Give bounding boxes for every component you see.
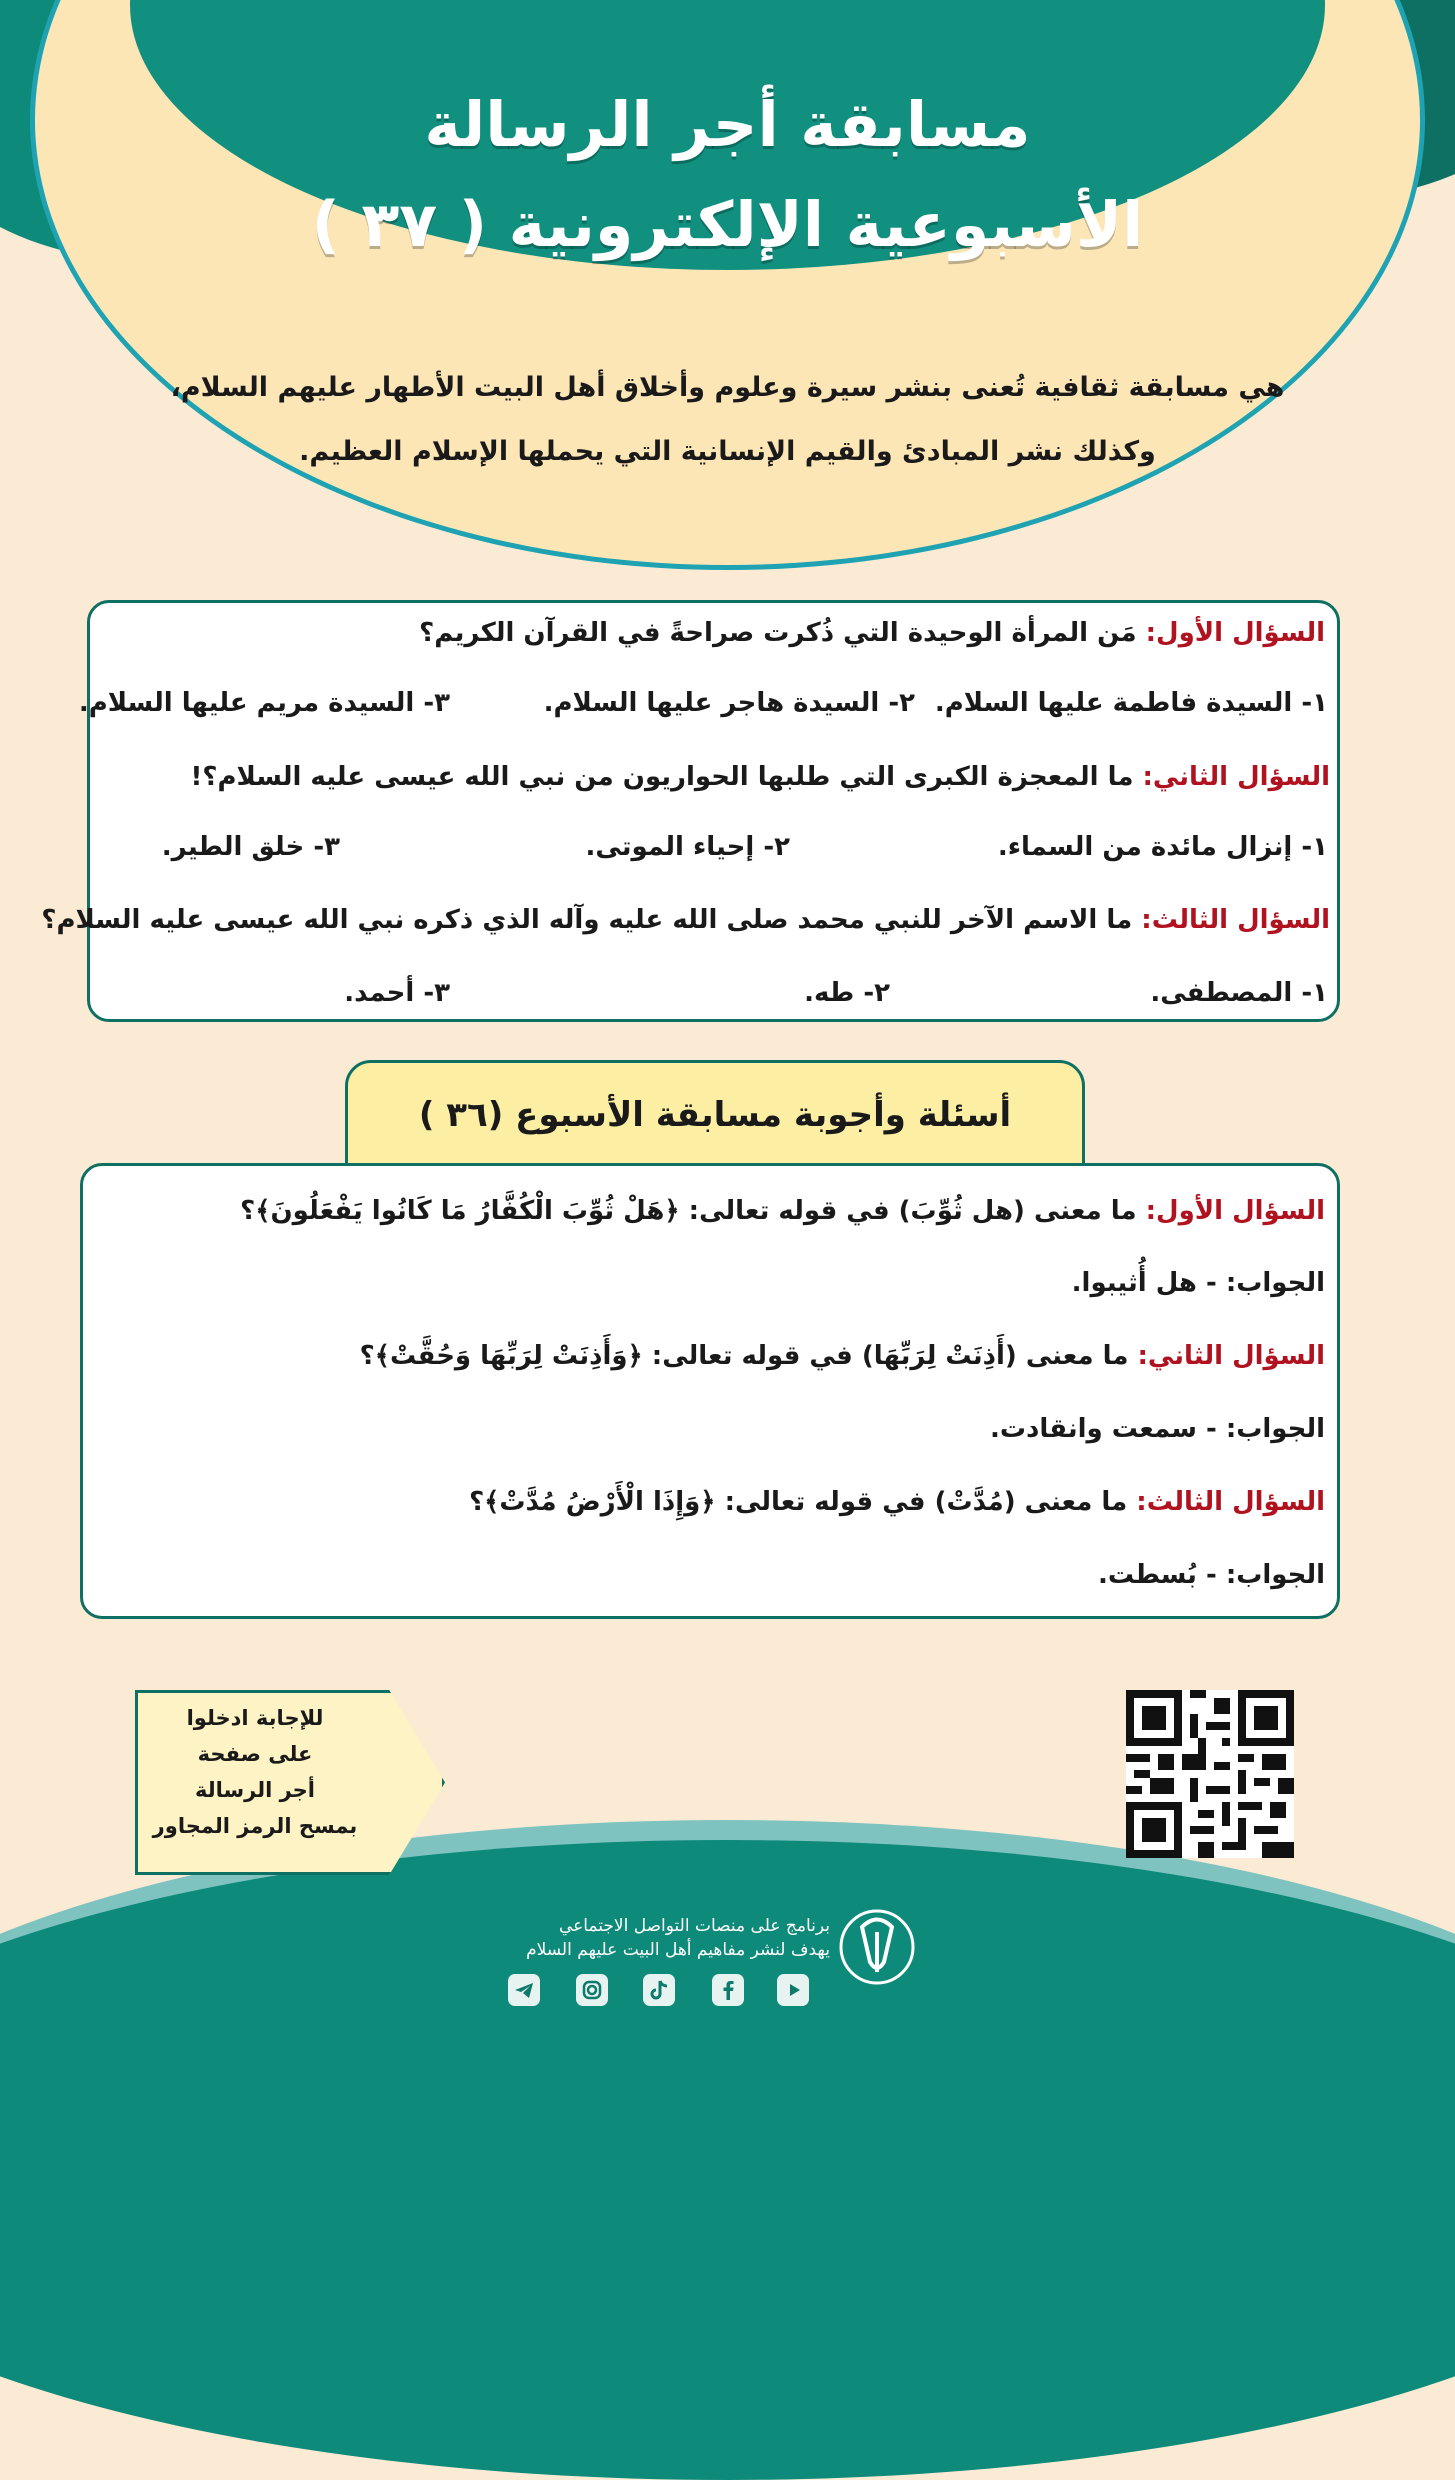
question-2 [191, 762, 1331, 792]
answer-question-1 [240, 1196, 1325, 1226]
question-3 [41, 905, 1330, 935]
callout-line-3: أجر الرسالة [194, 1778, 315, 1802]
question-1-text: مَن المرأة الوحيدة التي ذُكرت صراحةً في القرآن الكريم؟ [419, 618, 1146, 648]
question-3-label: السؤال الثالث: [1141, 905, 1330, 935]
question-1-option-3: ٣- السيدة مريم عليها السلام. [78, 688, 450, 718]
answer-1: الجواب: - هل أُثيبوا. [1071, 1268, 1325, 1298]
footer-wave [0, 1840, 1455, 2480]
answer-question-1-text: ما معنى (هل ثُوِّبَ) في قوله تعالى: ﴿هَلْ ثُوِّبَ الْكُفَّارُ مَا كَانُوا يَفْعَلُونَ﴾؟ [240, 1196, 1146, 1226]
youtube-icon[interactable] [777, 1974, 809, 2006]
answer-question-3-label: السؤال الثالث: [1136, 1487, 1325, 1517]
qr-code[interactable] [1126, 1690, 1294, 1858]
question-1-option-1: ١- السيدة فاطمة عليها السلام. [934, 688, 1328, 718]
answers-tab-title: أسئلة وأجوبة مسابقة الأسبوع (٣٦ ) [345, 1060, 1085, 1170]
answer-question-2-text: ما معنى (أَذِنَتْ لِرَبِّهَا) في قوله تعالى: ﴿وَأَذِنَتْ لِرَبِّهَا وَحُقَّتْ﴾؟ [359, 1341, 1138, 1371]
instagram-icon[interactable] [576, 1974, 608, 2006]
callout-line-4: بمسح الرمز المجاور [152, 1814, 358, 1838]
callout-line-1: للإجابة ادخلوا [186, 1706, 324, 1730]
qr-code-image [1126, 1690, 1294, 1858]
tiktok-icon[interactable] [643, 1974, 675, 2006]
question-1-option-2: ٢- السيدة هاجر عليها السلام. [543, 688, 915, 718]
question-3-option-2: ٢- طه. [804, 978, 890, 1008]
callout-text [135, 1700, 375, 1844]
question-3-option-1: ١- المصطفى. [1150, 978, 1328, 1008]
footer-line-2: يهدف لنشر مفاهيم أهل البيت عليهم السلام [526, 1940, 830, 1960]
quiz-box [87, 600, 1340, 1022]
question-2-option-2: ٢- إحياء الموتى. [585, 832, 790, 862]
question-3-text: ما الاسم الآخر للنبي محمد صلى الله عليه وآله الذي ذكره نبي الله عيسى عليه السلام؟ [41, 905, 1142, 935]
page-title-line2: الأسبوعية الإلكترونية ( ٣٧ ) [311, 188, 1144, 261]
answer-question-2-label: السؤال الثاني: [1137, 1341, 1325, 1371]
question-3-option-3: ٣- أحمد. [344, 978, 450, 1008]
question-2-label: السؤال الثاني: [1142, 762, 1330, 792]
question-1-label: السؤال الأول: [1145, 618, 1325, 648]
question-2-option-3: ٣- خلق الطير. [161, 832, 340, 862]
intro-line2: وكذلك نشر المبادئ والقيم الإنسانية التي يحملها الإسلام العظيم. [299, 436, 1156, 467]
page-title-line1: مسابقة أجر الرسالة [424, 88, 1031, 161]
answer-question-3 [469, 1487, 1325, 1517]
answer-2: الجواب: - سمعت وانقادت. [990, 1414, 1325, 1444]
question-1 [419, 618, 1325, 648]
intro-line1: هي مسابقة ثقافية تُعنى بنشر سيرة وعلوم وأخلاق أهل البيت الأطهار عليهم السلام، [170, 372, 1285, 403]
answer-3: الجواب: - بُسطت. [1098, 1560, 1325, 1590]
answer-question-2 [360, 1341, 1325, 1371]
callout-line-2: على صفحة [197, 1742, 313, 1766]
answer-question-1-label: السؤال الأول: [1145, 1196, 1325, 1226]
facebook-icon[interactable] [712, 1974, 744, 2006]
footer-line-1: برنامج على منصات التواصل الاجتماعي [558, 1916, 830, 1936]
question-2-option-1: ١- إنزال مائدة من السماء. [997, 832, 1328, 862]
telegram-icon[interactable] [508, 1974, 540, 2006]
brand-logo [832, 1902, 922, 1992]
question-2-text: ما المعجزة الكبرى التي طلبها الحواريون من نبي الله عيسى عليه السلام؟! [190, 762, 1143, 792]
answer-question-3-text: ما معنى (مُدَّتْ) في قوله تعالى: ﴿وَإِذَا الْأَرْضُ مُدَّتْ﴾؟ [469, 1487, 1137, 1517]
answers-box [80, 1163, 1340, 1619]
